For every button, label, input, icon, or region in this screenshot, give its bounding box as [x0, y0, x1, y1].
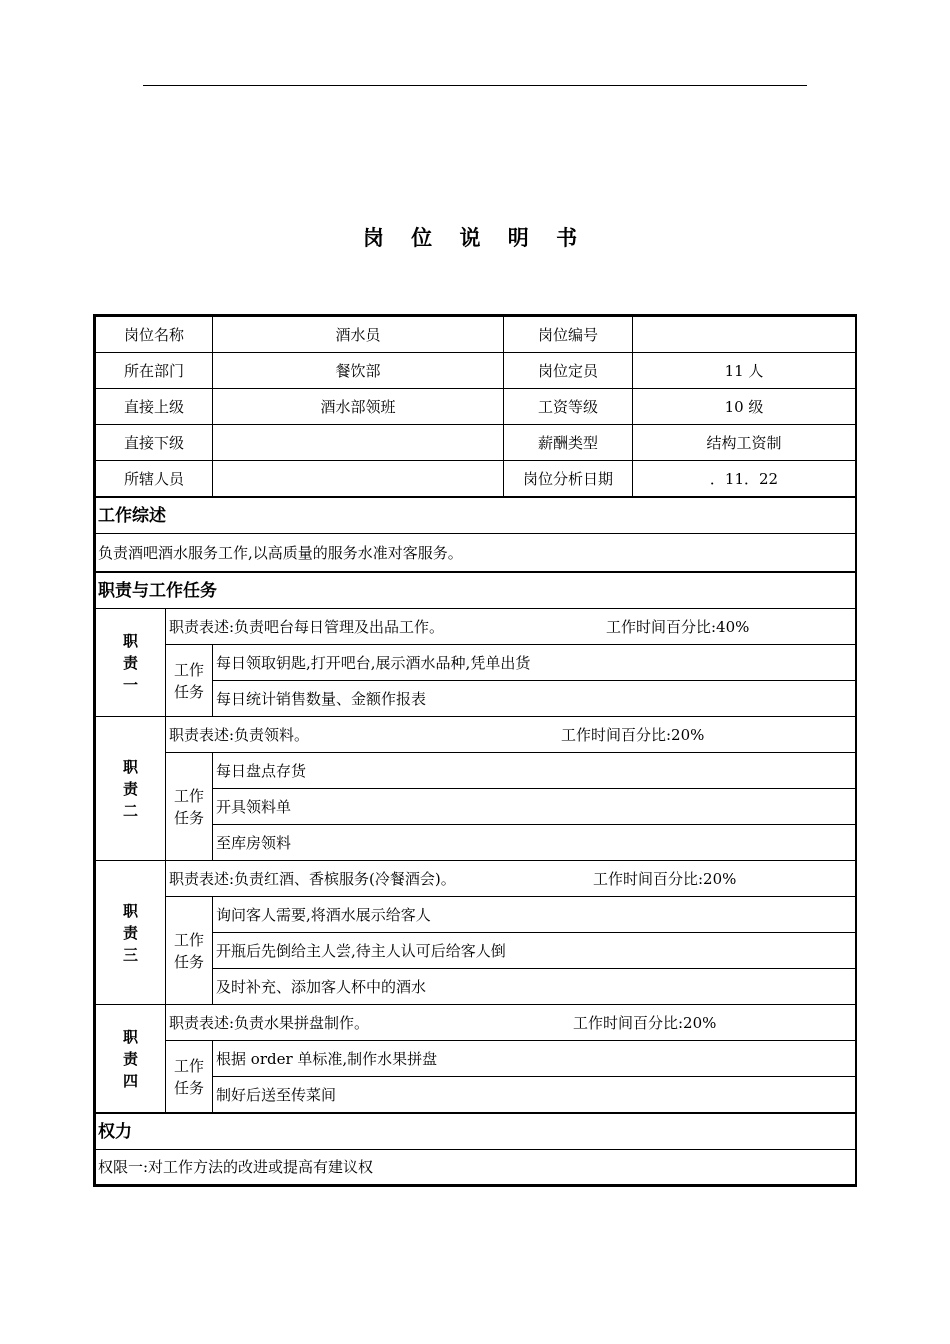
info-value: [213, 425, 504, 461]
info-value: [633, 317, 856, 353]
authority-heading: 权力: [96, 1113, 856, 1150]
info-row: [96, 461, 856, 498]
duty-desc-row: [96, 861, 856, 897]
duty-desc-cell: [166, 609, 856, 645]
task-text: 至库房领料: [213, 825, 856, 861]
duty-percentage: 工作时间百分比:40%: [606, 617, 750, 636]
info-label: 直接下级: [96, 425, 213, 461]
info-row: [96, 425, 856, 461]
info-row: [96, 389, 856, 425]
task-text: 询问客人需要,将酒水展示给客人: [213, 897, 856, 933]
summary-heading: 工作综述: [96, 497, 856, 534]
task-text: 及时补充、添加客人杯中的酒水: [213, 969, 856, 1005]
info-label: 薪酬类型: [504, 425, 633, 461]
duty-desc: 职责表述:负责吧台每日管理及出品工作。: [169, 617, 445, 636]
authority-text: 权限一:对工作方法的改进或提高有建议权: [96, 1150, 856, 1185]
info-value: 酒水部领班: [213, 389, 504, 425]
info-value: [213, 461, 504, 498]
task-label: 工作 任务: [166, 897, 213, 1005]
section-row: [96, 572, 856, 609]
info-label: 岗位定员: [504, 353, 633, 389]
duty-desc-row: [96, 609, 856, 645]
task-row: [96, 645, 856, 681]
task-text: 每日盘点存货: [213, 753, 856, 789]
info-label: 所辖人员: [96, 461, 213, 498]
info-label: 所在部门: [96, 353, 213, 389]
task-text: 每日统计销售数量、金额作报表: [213, 681, 856, 717]
duty-name: 职 责 四: [96, 1005, 166, 1114]
header-rule: [143, 85, 807, 86]
info-row: [96, 353, 856, 389]
info-value: 10 级: [633, 389, 856, 425]
duties-heading: 职责与工作任务: [96, 572, 856, 609]
info-row: [96, 317, 856, 353]
summary-text: 负责酒吧酒水服务工作,以高质量的服务水准对客服务。: [96, 534, 856, 573]
duty-desc-row: [96, 1005, 856, 1041]
info-label: 岗位名称: [96, 317, 213, 353]
duty-desc: 职责表述:负责水果拼盘制作。: [169, 1013, 370, 1032]
info-value: ．11．22: [633, 461, 856, 498]
task-text: 开具领料单: [213, 789, 856, 825]
task-label: 工作 任务: [166, 645, 213, 717]
duty-desc-cell: [166, 861, 856, 897]
duty-desc: 职责表述:负责红酒、香槟服务(冷餐酒会)。: [169, 869, 456, 888]
task-text: 根据 order 单标准,制作水果拼盘: [213, 1041, 856, 1077]
job-description-sheet: [93, 314, 857, 1187]
task-text: 每日领取钥匙,打开吧台,展示酒水品种,凭单出货: [213, 645, 856, 681]
duty-desc-cell: [166, 1005, 856, 1041]
task-row: [96, 1041, 856, 1077]
duty-desc: 职责表述:负责领料。: [169, 725, 310, 744]
info-label: 工资等级: [504, 389, 633, 425]
duty-desc-row: [96, 717, 856, 753]
section-row: [96, 497, 856, 534]
duty-percentage: 工作时间百分比:20%: [561, 725, 705, 744]
info-label: 岗位编号: [504, 317, 633, 353]
task-row: [96, 753, 856, 789]
info-value: 酒水员: [213, 317, 504, 353]
authority-row: [96, 1150, 856, 1185]
task-label: 工作 任务: [166, 753, 213, 861]
info-value: 餐饮部: [213, 353, 504, 389]
task-text: 开瓶后先倒给主人尝,待主人认可后给客人倒: [213, 933, 856, 969]
task-text: 制好后送至传菜间: [213, 1077, 856, 1114]
info-label: 直接上级: [96, 389, 213, 425]
info-value: 结构工资制: [633, 425, 856, 461]
duty-percentage: 工作时间百分比:20%: [573, 1013, 717, 1032]
duty-percentage: 工作时间百分比:20%: [593, 869, 737, 888]
duty-name: 职 责 一: [96, 609, 166, 717]
summary-row: [96, 534, 856, 573]
duty-name: 职 责 二: [96, 717, 166, 861]
info-label: 岗位分析日期: [504, 461, 633, 498]
duty-desc-cell: [166, 717, 856, 753]
document-title: 岗 位 说 明 书: [362, 226, 588, 250]
section-row: [96, 1113, 856, 1150]
task-row: [96, 897, 856, 933]
duty-name: 职 责 三: [96, 861, 166, 1005]
job-description-table: [95, 316, 856, 1185]
task-label: 工作 任务: [166, 1041, 213, 1114]
info-value: 11 人: [633, 353, 856, 389]
